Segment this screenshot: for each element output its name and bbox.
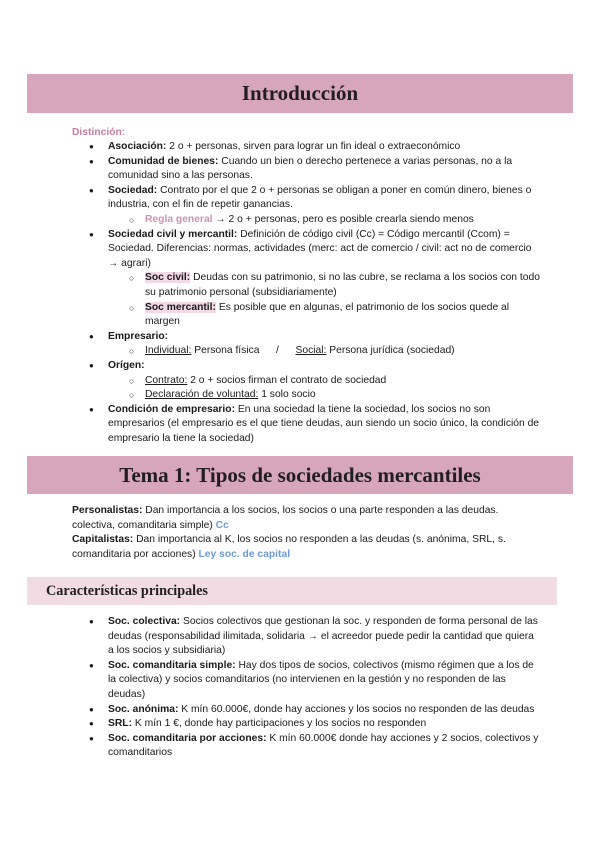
tema1-heading <box>27 456 573 494</box>
empresario-sublist <box>108 344 540 359</box>
list-item-comanditaria-simple: ● Soc. comanditaria simple: Hay dos tipos de socios, colectivos (mismo régimen que a los de la colectiva) y socios comanditarios (no intervienen en la gestión y no responden de las deudas) <box>72 659 540 703</box>
list-item-asociacion: ● Asociación: 2 o + personas, sirven para lograr un fin ideal o extraeconómico <box>72 140 540 155</box>
list-item-colectiva: ● Soc. colectiva: Socios colectivos que gestionan la soc. y responden de forma personal de las deudas (responsabilidad ilimitada, solidaria → el acreedor puede pedir la cantidad que quiera a los socios y subsidiaria) <box>72 615 540 659</box>
list-item-empresario: ● Empresario: ○ Individual: Persona física / Social: Persona jurídica (sociedad) <box>72 330 540 359</box>
list-item-sociedad: ● Sociedad: Contrato por el que 2 o + personas se obligan a poner en común dinero, bienes o industria, con el fin de repetir ganancias. ○ Regla general → 2 o + personas, pero es posible crearla siendo menos <box>72 184 540 228</box>
list-item-comanditaria-acciones: ● Soc. comanditaria por acciones: K mín 60.000€ donde hay acciones y 2 socios, colectivos y comanditarios <box>72 732 540 761</box>
list-item-civil-mercantil: ● Sociedad civil y mercantil: Definición de código civil (Cc) = Código mercantil (Ccom) = Sociedad. Diferencias: normas, actividades (merc: act de comercio / civil: act no de comercio → agrari) ○ Soc civil: Deudas con su patrimonio, si no las cubre, se reclama a los socios con todo su patrimonio personal (subsidiariamente) ○ Soc mercantil: Es posible que en algunas, el patrimonio de los socios quede al margen <box>72 228 540 330</box>
tema1-intro <box>72 504 542 562</box>
list-item-comunidad: ● Comunidad de bienes: Cuando un bien o derecho pertenece a varias personas, no a la comunidad sino a las personas. <box>72 155 540 184</box>
caracteristicas-title: Características principales <box>46 583 208 599</box>
capitalistas-paragraph: Capitalistas: Dan importancia al K, los socios no responden a las deudas (s. anónima, SRL, s. comanditaria por acciones) Ley soc. de capital <box>72 534 506 560</box>
intro-list <box>72 140 540 446</box>
sublist-item-individual-social: ○ Individual: Persona física / Social: Persona jurídica (sociedad) <box>108 344 540 359</box>
intro-heading <box>27 74 573 113</box>
intro-title: Introducción <box>241 81 359 105</box>
caracteristicas-heading <box>27 577 557 605</box>
sublist-item-contrato: ○ Contrato: 2 o + socios firman el contrato de sociedad <box>108 374 540 389</box>
personalistas-paragraph: Personalistas: Dan importancia a los socios, los socios o una parte responden a las deudas. colectiva, comanditaria simple) Cc <box>72 505 499 531</box>
distincion-label: Distinción: <box>72 127 126 138</box>
list-item-condicion: ● Condición de empresario: En una sociedad la tiene la sociedad, los socios no son empresarios (el empresario es el que tiene deudas, aun siendo un socio único, la condición de empresario la tiene la sociedad) <box>72 403 540 447</box>
sublist-item-declaracion: ○ Declaración de voluntad: 1 solo socio <box>108 388 540 403</box>
sublist-item-soc-civil: ○ Soc civil: Deudas con su patrimonio, si no las cubre, se reclama a los socios con todo su patrimonio personal (subsidiariamente) <box>108 271 540 300</box>
list-item-srl: ● SRL: K mín 1 €, donde hay participaciones y los socios no responden <box>72 717 540 732</box>
civil-mercantil-sublist <box>108 271 540 329</box>
caracteristicas-list <box>72 615 540 761</box>
intro-section <box>72 126 542 141</box>
list-item-origen: ● Orígen: ○ Contrato: 2 o + socios firman el contrato de sociedad ○ Declaración de voluntad: 1 solo socio <box>72 359 540 403</box>
sociedad-sublist <box>108 213 540 228</box>
sublist-item-regla-general: ○ Regla general → 2 o + personas, pero es posible crearla siendo menos <box>108 213 540 228</box>
list-item-anonima: ● Soc. anónima: K mín 60.000€, donde hay acciones y los socios no responden de las deudas <box>72 703 540 718</box>
sublist-item-soc-mercantil: ○ Soc mercantil: Es posible que en algunas, el patrimonio de los socios quede al margen <box>108 301 540 330</box>
origen-sublist <box>108 374 540 403</box>
tema1-title: Tema 1: Tipos de sociedades mercantiles <box>119 463 481 487</box>
